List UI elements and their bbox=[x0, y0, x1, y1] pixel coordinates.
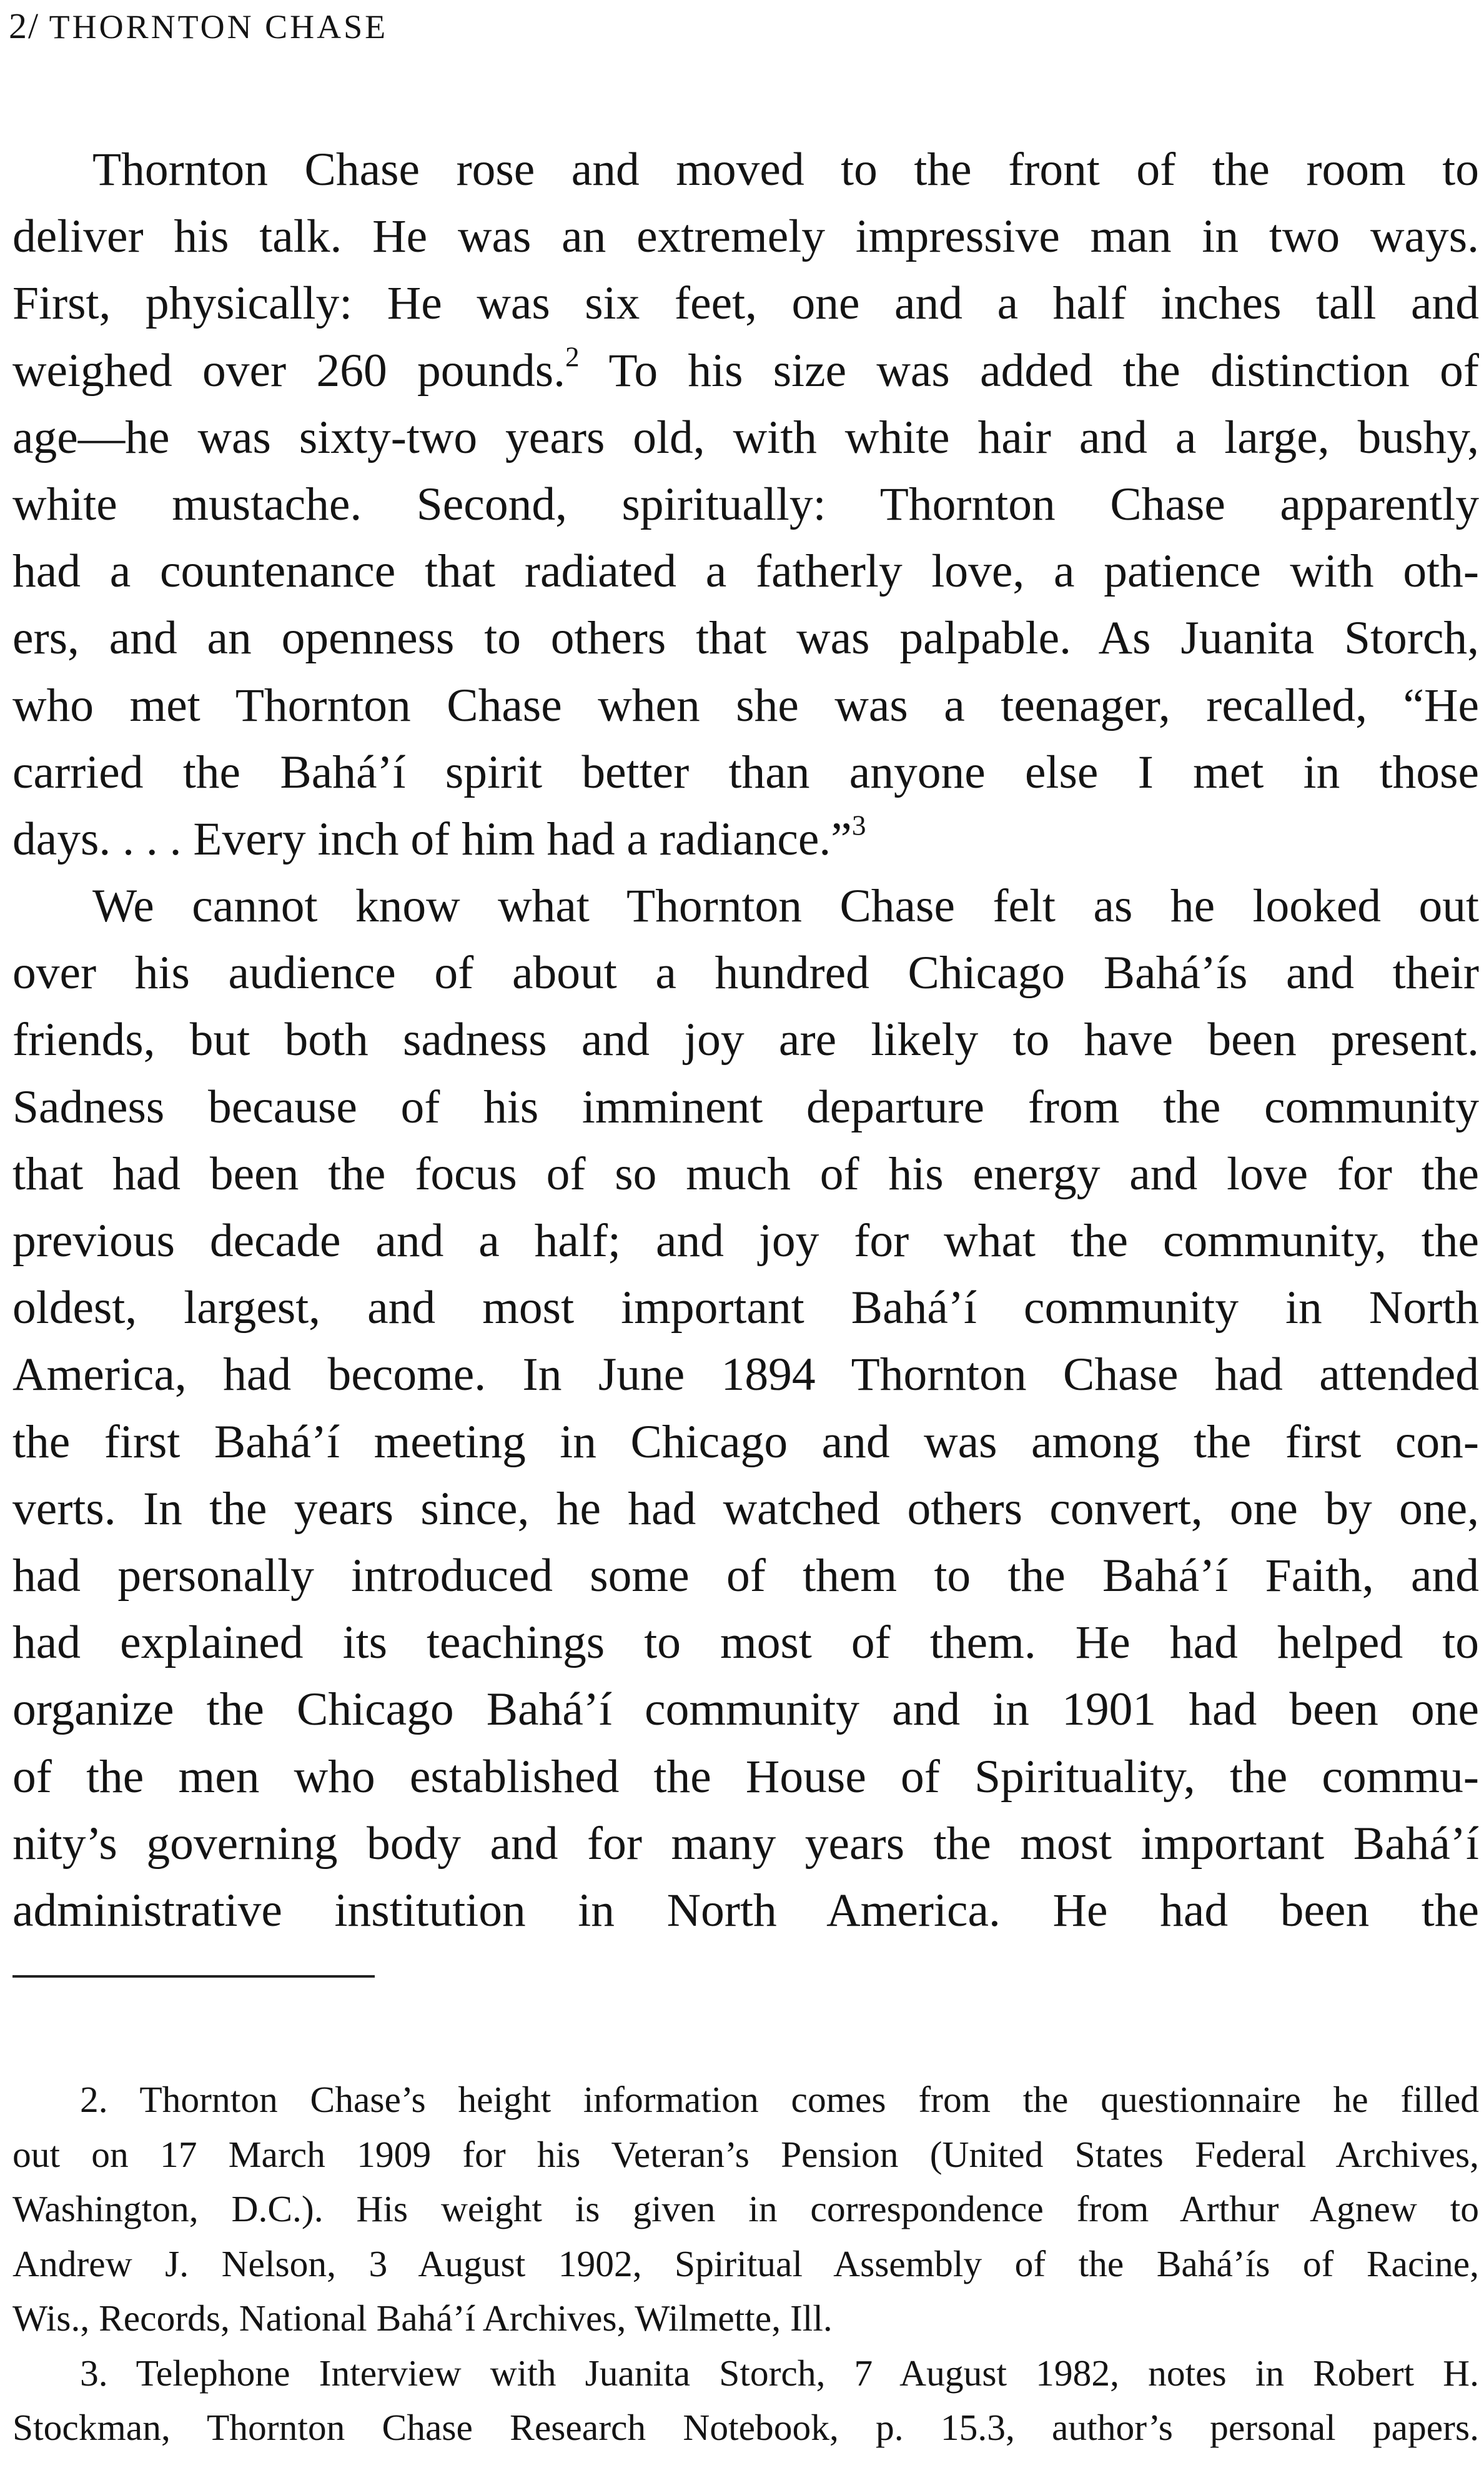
footnote-divider bbox=[12, 1975, 375, 1978]
body-line: We cannot know what Thornton Chase felt as he looked out bbox=[92, 880, 1479, 933]
footnote-line: out on 17 March 1909 for his Veteran’s Pension (United States Federal Archives, bbox=[12, 2133, 1479, 2175]
body-line: deliver his talk. He was an extremely impressive man in two ways. bbox=[12, 211, 1479, 263]
footnote-ref-3: 3 bbox=[851, 810, 866, 841]
running-head bbox=[9, 1, 388, 52]
body-line: friends, but both sadness and joy are likely to have been present. bbox=[12, 1014, 1479, 1066]
body-line-with-footnote-ref bbox=[12, 806, 1479, 873]
body-line: Sadness because of his imminent departure from the community bbox=[12, 1081, 1479, 1133]
body-line: had explained its teachings to most of them. He had helped to bbox=[12, 1617, 1479, 1669]
body-line-text: weighed over 260 pounds. bbox=[12, 344, 565, 397]
body-line: administrative institution in North America. He had been the bbox=[12, 1884, 1479, 1936]
footnote-line: Andrew J. Nelson, 3 August 1902, Spiritual Assembly of the Bahá’ís of Racine, bbox=[12, 2243, 1479, 2284]
body-line: had a countenance that radiated a fatherly love, a patience with oth- bbox=[12, 545, 1479, 598]
body-line: Thornton Chase rose and moved to the front of the room to bbox=[92, 144, 1479, 196]
body-line: age—he was sixty-two years old, with white hair and a large, bushy, bbox=[12, 411, 1479, 463]
body-line: oldest, largest, and most important Bahá’í community in North bbox=[12, 1282, 1479, 1334]
body-line: nity’s governing body and for many years the most important Bahá’í bbox=[12, 1817, 1479, 1870]
body-line: America, had become. In June 1894 Thornton Chase had attended bbox=[12, 1349, 1479, 1401]
body-line: of the men who established the House of Spirituality, the commu- bbox=[12, 1750, 1479, 1803]
footnotes bbox=[12, 2073, 1479, 2456]
footnote-line: 2. Thornton Chase’s height information comes from the questionnaire he filled bbox=[80, 2079, 1479, 2120]
body-line: verts. In the years since, he had watched others convert, one by one, bbox=[12, 1482, 1479, 1535]
body-line: the first Bahá’í meeting in Chicago and was among the first con- bbox=[12, 1415, 1479, 1468]
footnote-ref-2: 2 bbox=[565, 340, 580, 372]
body-line: organize the Chicago Bahá’í community and in 1901 had been one bbox=[12, 1683, 1479, 1736]
body-text bbox=[12, 136, 1479, 1944]
body-line: ers, and an openness to others that was palpable. As Juanita Storch, bbox=[12, 612, 1479, 665]
running-head-title: THORNTON CHASE bbox=[49, 8, 388, 46]
footnote-line: Wis., Records, National Bahá’í Archives, Wilmette, Ill. bbox=[12, 2297, 833, 2339]
body-line: white mustache. Second, spiritually: Thornton Chase apparently bbox=[12, 478, 1479, 530]
body-line-text: To his size was added the distinction of bbox=[579, 344, 1479, 397]
page-number: 2/ bbox=[9, 6, 40, 46]
body-line: carried the Bahá’í spirit better than anyone else I met in those bbox=[12, 746, 1479, 798]
body-line: had personally introduced some of them to the Bahá’í Faith, and bbox=[12, 1549, 1479, 1602]
body-line: previous decade and a half; and joy for what the community, the bbox=[12, 1215, 1479, 1267]
body-line-text: days. . . . Every inch of him had a radiance.” bbox=[12, 813, 852, 865]
body-line: over his audience of about a hundred Chicago Bahá’ís and their bbox=[12, 947, 1479, 999]
body-line: who met Thornton Chase when she was a teenager, recalled, “He bbox=[12, 679, 1479, 731]
body-line: that had been the focus of so much of his energy and love for the bbox=[12, 1147, 1479, 1200]
body-line: First, physically: He was six feet, one and a half inches tall and bbox=[12, 277, 1479, 330]
footnote-line: Washington, D.C.). His weight is given in correspondence from Arthur Agnew to bbox=[12, 2188, 1479, 2229]
footnote-line: Stockman, Thornton Chase Research Notebook, p. 15.3, author’s personal papers. bbox=[12, 2407, 1479, 2448]
body-line-with-footnote-ref bbox=[12, 337, 1479, 404]
footnote-line: 3. Telephone Interview with Juanita Storch, 7 August 1982, notes in Robert H. bbox=[80, 2352, 1479, 2394]
